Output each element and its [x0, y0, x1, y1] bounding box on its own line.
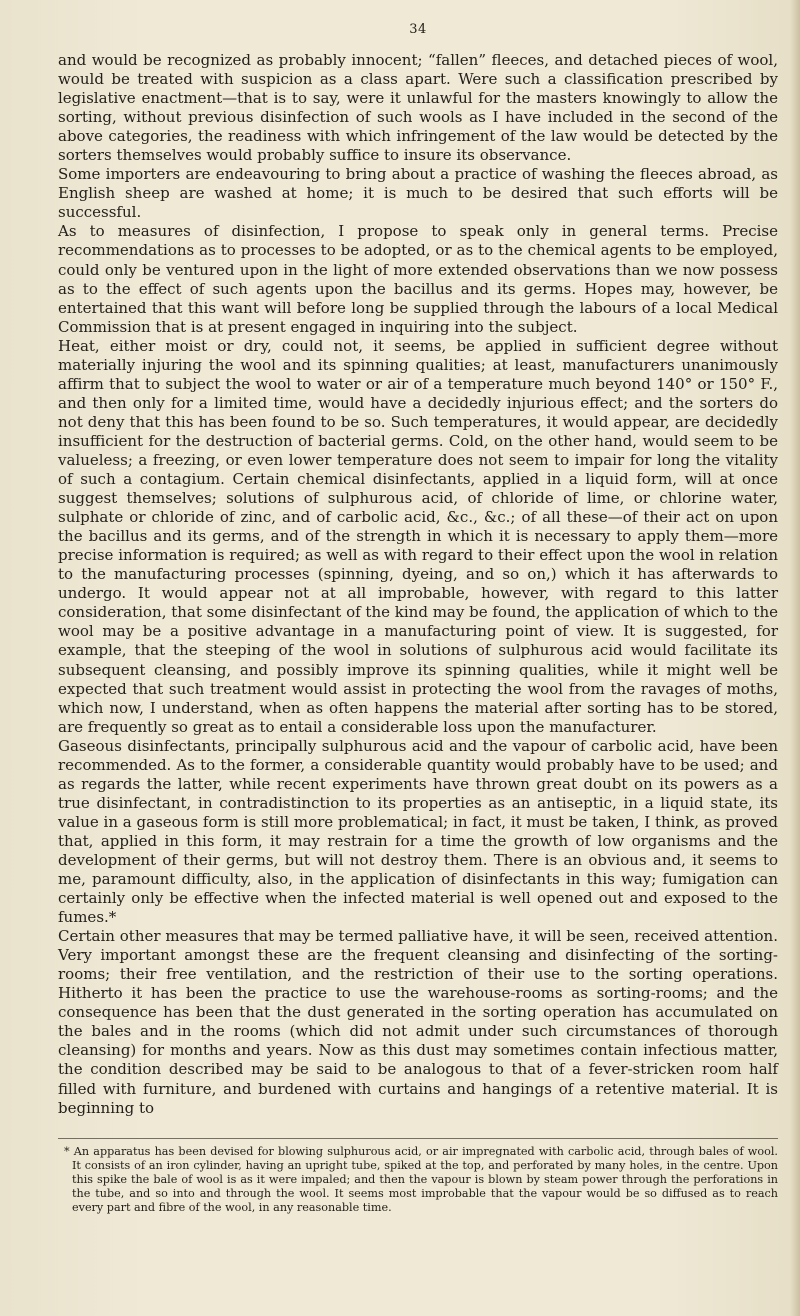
paragraph: Some importers are endeavouring to bring about a practice of washing the fleeces abroad, as English sheep are washed at home; it is much to be desired that such efforts will be successful. [58, 165, 778, 222]
footnote: * An apparatus has been devised for blowing sulphurous acid, or air impregnated with carbolic acid, through bales of wool. It consists of an iron cylinder, having an upright tube, spiked at the top, and perforated by many holes, in the centre. Upon this spike the bale of wool is as it were impaled; and then the vapour is blown by steam power through the perforations in the tube, and so into and through the wool. It seems most improbable that the vapour would be so diffused as to reach every part and fibre of the wool, in any reasonable time. [64, 1144, 778, 1214]
body-text [58, 51, 778, 1118]
paragraph: and would be recognized as probably innocent; “fallen” fleeces, and detached pieces of wool, would be treated with suspicion as a class apart. Were such a classification prescribed by legislative enactment—that is to say, were it unlawful for the masters knowingly to allow the sorting, without previous disinfection of such wools as I have included in the second of the above categories, the readiness with which infringement of the law would be detected by the sorters themselves would probably suffice to insure its observance. [58, 51, 778, 165]
paragraph: As to measures of disinfection, I propose to speak only in general terms. Precise recommendations as to processes to be adopted, or as to the chemical agents to be employed, could only be ventured upon in the light of more extended observations than we now possess as to the effect of such agents upon the bacillus and its germs. Hopes may, however, be entertained that this want will before long be supplied through the labours of a local Medical Commission that is at present engaged in inquiring into the subject. [58, 222, 778, 336]
page-edge [790, 0, 800, 1316]
paragraph: Heat, either moist or dry, could not, it seems, be applied in sufficient degree without materially injuring the wool and its spinning qualities; at least, manufacturers unanimously affirm that to subject the wool to water or air of a temperature much beyond 140° or 150° F., and then only for a limited time, would have a decidedly injurious effect; and the sorters do not deny that this has been found to be so. Such temperatures, it would appear, are decidedly insufficient for the destruction of bacterial germs. Cold, on the other hand, would seem to be valueless; a freezing, or even lower temperature does not seem to impair for long the vitality of such a contagium. Certain chemical disinfectants, applied in a liquid form, will at once suggest themselves; solutions of sulphurous acid, of chloride of lime, or chlorine water, sulphate or chloride of zinc, and of carbolic acid, &c., &c.; of all these—of their act on upon the bacillus and its germs, and of the strength in which it is necessary to apply them—more precise information is required; as well as with regard to their effect upon the wool in relation to the manufacturing processes (spinning, dyeing, and so on,) which it has afterwards to undergo. It would appear not at all improbable, however, with regard to this latter consideration, that some disinfectant of the kind may be found, the application of which to the wool may be a positive advantage in a manufacturing point of view. It is suggested, for example, that the steeping of the wool in solutions of sulphurous acid would facilitate its subsequent cleansing, and possibly improve its spinning qualities, while it might well be expected that such treatment would assist in protecting the wool from the ravages of moths, which now, I understand, when as often happens the material after sorting has to be stored, are frequently so great as to entail a considerable loss upon the manufacturer. [58, 336, 778, 736]
paragraph: Certain other measures that may be termed palliative have, it will be seen, received attention. Very important amongst these are the frequent cleansing and disinfecting of the sorting-rooms; their free ventilation, and the restriction of their use to the sorting operations. Hitherto it has been the practice to use the warehouse-rooms as sorting-rooms; and the consequence has been that the dust generated in the sorting operation has accumulated on the bales and in the rooms (which did not admit under such circumstances of thorough cleansing) for months and years. Now as this dust may sometimes contain infectious matter, the condition described may be said to be analogous to that of a fever-stricken room half filled with furniture, and burdened with curtains and hangings of a retentive material. It is beginning to [58, 927, 778, 1117]
page-number: 34 [409, 22, 427, 37]
paragraph: Gaseous disinfectants, principally sulphurous acid and the vapour of carbolic acid, have been recommended. As to the former, a considerable quantity would probably have to be used; and as regards the latter, while recent experiments have thrown great doubt on its powers as a true disinfectant, in contradistinction to its properties as an antiseptic, in a liquid state, its value in a gaseous form is still more problematical; in fact, it must be taken, I think, as proved that, applied in this form, it may restrain for a time the growth of low organisms and the development of their germs, but will not destroy them. There is an obvious and, it seems to me, paramount difficulty, also, in the application of disinfectants in this way; fumigation can certainly only be effective when the infected material is well opened out and exposed to the fumes.* [58, 736, 778, 927]
footnote-divider [58, 1138, 778, 1139]
